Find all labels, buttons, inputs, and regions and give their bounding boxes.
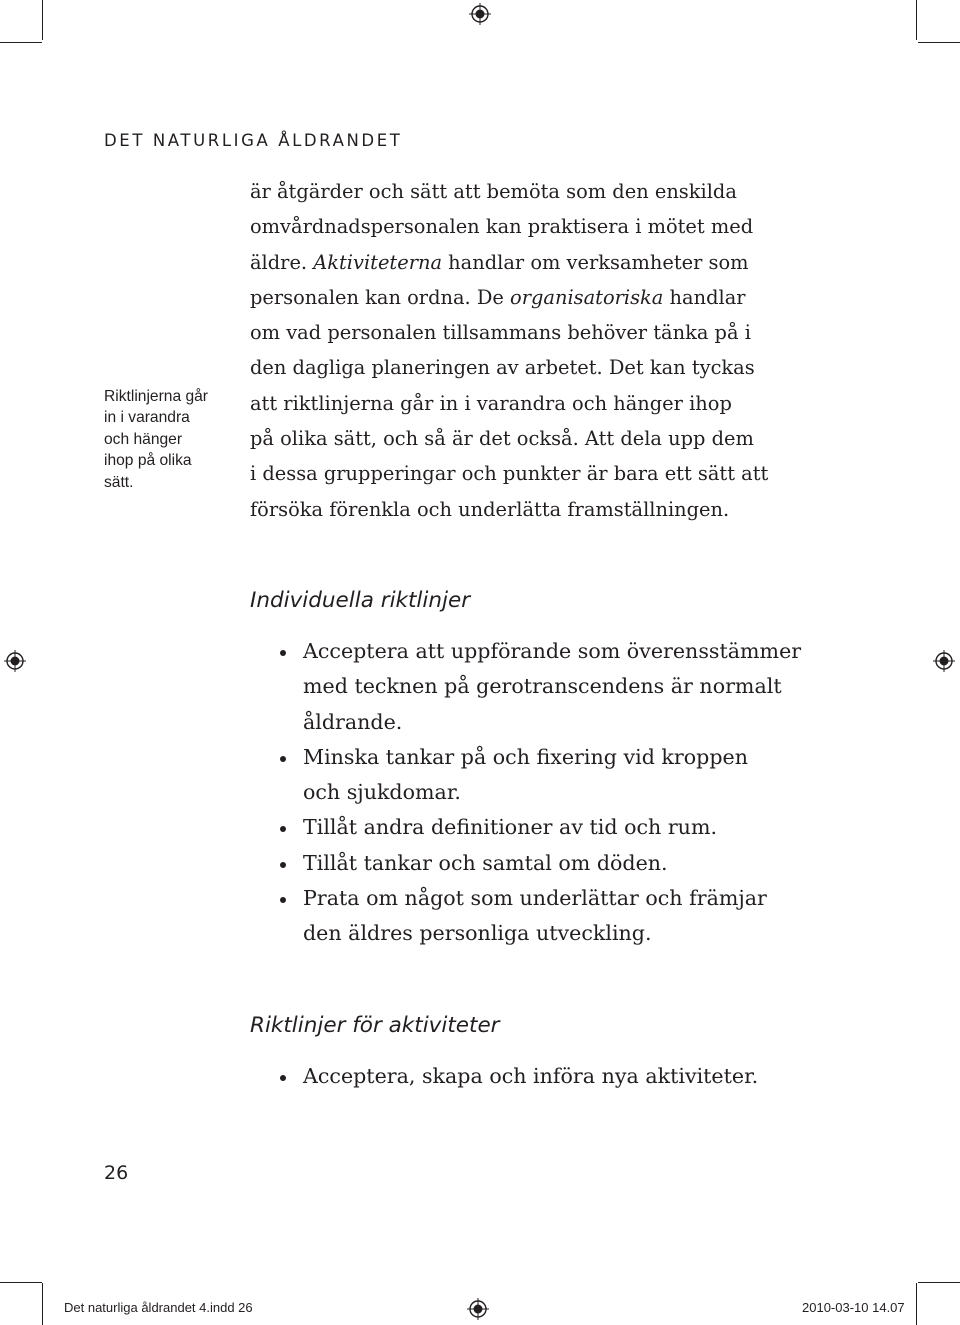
list-item-line: Tillåt tankar och samtal om döden. xyxy=(303,850,668,875)
body-line xyxy=(250,386,810,421)
list-item-line: Prata om något som underlättar och främjar xyxy=(303,886,767,911)
list-item-line: Minska tankar på och fixering vid kroppen xyxy=(303,744,748,769)
margin-note-line: ihop på olika xyxy=(104,452,192,470)
list-item-line: åldrande. xyxy=(303,709,403,734)
list-item-line: med tecknen på gerotranscendens är normalt xyxy=(303,674,782,699)
body-text-run: om vad personalen tillsammans behöver tänka på i xyxy=(250,321,751,345)
body-paragraph xyxy=(250,174,810,527)
list-item xyxy=(250,634,810,740)
list-item-line: och sjukdomar. xyxy=(303,780,461,805)
crop-mark-top-right xyxy=(916,0,917,40)
body-text-run: omvårdnadspersonalen kan praktisera i mötet med xyxy=(250,215,754,239)
emphasized-term: organisatoriska xyxy=(510,285,664,309)
body-line xyxy=(250,174,810,209)
crop-mark-bottom-right xyxy=(916,1283,917,1325)
body-text-run: handlar xyxy=(663,285,746,309)
slug-filename: Det naturliga åldrandet 4.indd 26 xyxy=(64,1300,253,1315)
bullet-list-activities xyxy=(250,1059,810,1094)
bullet-icon xyxy=(280,1075,286,1081)
bullet-list-individual xyxy=(250,634,810,952)
crop-mark-bottom-left xyxy=(0,1282,42,1283)
registration-mark-icon xyxy=(467,1298,489,1320)
body-text-run: i dessa grupperingar och punkter är bara ett sätt att xyxy=(250,462,769,486)
bullet-icon xyxy=(280,826,286,832)
body-line xyxy=(250,245,810,280)
list-item-line: den äldres personliga utveckling. xyxy=(303,921,652,946)
body-text-run: handlar om verksamheter som xyxy=(442,250,749,274)
section-heading-individual: Individuella riktlinjer xyxy=(250,588,471,613)
crop-mark-top-right xyxy=(918,42,960,43)
list-item xyxy=(250,881,810,952)
crop-mark-bottom-right xyxy=(918,1282,960,1283)
body-line xyxy=(250,421,810,456)
body-text-run: försöka förenkla och underlätta framställningen. xyxy=(250,497,730,521)
list-item-line: Acceptera, skapa och införa nya aktiviteter. xyxy=(303,1064,759,1088)
slug-date: 2010-03-10 14.07 xyxy=(802,1300,905,1315)
margin-note-line: Riktlinjerna går xyxy=(104,388,209,405)
section-heading-activities: Riktlinjer för aktiviteter xyxy=(250,1013,500,1038)
body-line xyxy=(250,456,810,491)
bullet-icon xyxy=(280,756,286,762)
margin-note-line: sätt. xyxy=(104,473,134,491)
margin-note-line: in i varandra xyxy=(104,409,190,427)
page-number: 26 xyxy=(104,1162,129,1184)
list-item xyxy=(250,1059,810,1094)
emphasized-term: Aktiviteterna xyxy=(313,250,443,274)
body-text-run: personalen kan ordna. De xyxy=(250,285,511,309)
list-item-line: Acceptera att uppförande som överensstämmer xyxy=(303,639,802,663)
bullet-icon xyxy=(280,862,286,868)
body-line xyxy=(250,350,810,385)
body-line xyxy=(250,492,810,527)
registration-mark-icon xyxy=(4,650,26,672)
body-line xyxy=(250,280,810,315)
body-line xyxy=(250,209,810,244)
crop-mark-top-left xyxy=(0,42,42,43)
registration-mark-icon xyxy=(933,650,955,672)
body-text-run: är åtgärder och sätt att bemöta som den enskilda xyxy=(250,180,737,203)
list-item xyxy=(250,740,810,811)
bullet-icon xyxy=(280,650,286,656)
body-text-run: att riktlinjerna går in i varandra och hänger ihop xyxy=(250,391,732,415)
crop-mark-top-left xyxy=(42,0,43,40)
registration-mark-icon xyxy=(469,3,491,25)
list-item xyxy=(250,810,810,845)
body-text-run: på olika sätt, och så är det också. Att dela upp dem xyxy=(250,427,754,451)
margin-note-line: och hänger xyxy=(104,430,183,448)
body-text-run: äldre. xyxy=(250,250,314,274)
bullet-icon xyxy=(280,897,286,903)
body-text-run: den dagliga planeringen av arbetet. Det kan tyckas xyxy=(250,356,755,380)
list-item-line: Tillåt andra definitioner av tid och rum. xyxy=(303,815,718,840)
list-item xyxy=(250,846,810,881)
running-head: DET NATURLIGA ÅLDRANDET xyxy=(104,131,403,150)
body-line xyxy=(250,315,810,350)
crop-mark-bottom-left xyxy=(42,1283,43,1325)
margin-note xyxy=(104,386,232,493)
